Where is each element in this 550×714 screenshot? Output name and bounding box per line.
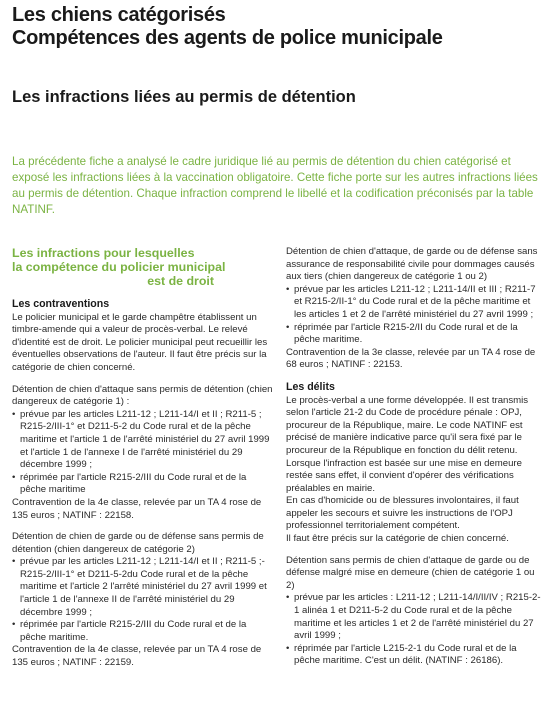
- demeure-infraction: [286, 555, 544, 668]
- cat1-infraction: [12, 384, 274, 523]
- cat2-penalty: Contravention de la 4e classe, relevée par un TA 4 rose de 135 euros ; NATINF : 22159.: [12, 644, 262, 669]
- intro-paragraph: La précédente fiche a analysé le cadre juridique lié au permis de détention du chien catégorisé et exposé les infractions liées à la vaccination obligatoire. Cette fiche porte sur les autres infractions liées au permis de détention. Chaque infraction comprend le libellé et la codification préconisés par la table NATINF.: [12, 155, 538, 216]
- insurance-infraction: [286, 246, 544, 372]
- insurance-penalty: Contravention de la 3e classe, relevée par un TA 4 rose de 68 euros ; NATINF : 22153.: [286, 346, 536, 371]
- delits-paragraph-1: Le procès-verbal a une forme développée. Il est transmis selon l'article 21-2 du Code de procédure pénale : OPJ, procureur de la République, maire. Le code NATINF est précisé de manière indicative parce qu'il sera fixé par le procureur de la République en fonction du délit retenu.: [286, 394, 529, 456]
- list-item: • prévue par les articles L211-12 ; L211-14/I et II ; R211-5 ;- R215-2/III-1° et D211-5-2du Code rural et de la pêche maritime et l'article 2 l'arrêté ministériel du 27 avril 1999 et l'article 1 de l'annexe II de l'arrêté ministériel du 29 décembre 1999 ;: [12, 556, 274, 619]
- demeure-title: Détention sans permis de chien d'attaque de garde ou de défense malgré mise en demeure (chien de catégorie 1 ou 2): [286, 554, 535, 591]
- cat2-list: [12, 556, 274, 644]
- competence-heading-line3: est de droit: [147, 274, 214, 288]
- list-item: • réprimée par l'article L215-2-1 du Code rural et de la pêche maritime. C'est un délit. (NATINF : 26186).: [286, 643, 544, 668]
- competence-heading-line2: la compétence du policier municipal: [12, 260, 226, 274]
- section-title: Les infractions liées au permis de détention: [12, 88, 356, 106]
- list-item: • prévue par les articles : L211-12 ; L211-14/I/II/IV ; R215-2-1 alinéa 1 et D211-5-2 du Code rural et de la pêche maritime et les articles 1 et 2 de l'arrêté ministériel du 27 avril 1999 ;: [286, 592, 544, 642]
- delits-section: [286, 381, 544, 546]
- right-column: [286, 246, 544, 677]
- insurance-title: Détention de chien d'attaque, de garde ou de défense sans assurance de responsabilité civile pour dommages causés aux tiers (chien dangereux de catégorie 1 ou 2): [286, 246, 538, 283]
- page-title: Les chiens catégorisés: [12, 4, 226, 26]
- cat2-infraction: [12, 531, 274, 670]
- delits-paragraph-2: Lorsque l'infraction est basée sur une mise en demeure restée sans effet, il convient d'opérer des vérifications préalables en mairie.: [286, 457, 522, 494]
- list-item: • réprimée par l'article R215-2/III du Code rural et de la pêche maritime: [12, 472, 274, 497]
- page-subtitle: Compétences des agents de police municipale: [12, 27, 443, 49]
- cat1-penalty: Contravention de la 4e classe, relevée par un TA 4 rose de 135 euros ; NATINF : 22158.: [12, 496, 262, 521]
- cat1-list: [12, 409, 274, 497]
- cat1-title: Détention de chien d'attaque sans permis de détention (chien dangereux de catégorie 1) :: [12, 383, 273, 408]
- left-column: [12, 246, 274, 679]
- list-item: • réprimée par l'article R215-2/III du Code rural et de la pêche maritime.: [12, 619, 274, 644]
- cat2-title: Détention de chien de garde ou de défense sans permis de détention (chien dangereux de catégorie 2): [12, 531, 264, 555]
- delits-paragraph-3: En cas d'homicide ou de blessures involontaires, il faut appeler les secours et suivre les instructions de l'OPJ professionnel territorialement compétent.: [286, 495, 519, 532]
- list-item: • prévue par les articles L211-12 ; L211-14/I et II ; R211-5 ; R215-2/III-1° et D211-5-2 du Code rural et de la pêche maritime et l'article 1 de l'arrêté ministériel du 27 avril 1999 et l'article 1 de l'annexe I de l'arrêté ministériel du 29 décembre 1999 ;: [12, 409, 274, 472]
- demeure-list: [286, 592, 544, 668]
- competence-heading: [12, 246, 274, 288]
- list-item: • réprimée par l'article R215-2/II du Code rural et de la pêche maritime.: [286, 322, 544, 347]
- contraventions-heading: Les contraventions: [12, 298, 110, 310]
- competence-heading-line1: Les infractions pour lesquelles: [12, 246, 195, 260]
- list-item: • prévue par les articles L211-12 ; L211-14/II et III ; R211-7 et R215-2/II-1° du Code rural et de la pêche maritime et les articles 1 et 2 de l'arrêté ministériel du 27 avril 1999 ;: [286, 284, 544, 322]
- insurance-list: [286, 284, 544, 347]
- delits-heading: Les délits: [286, 380, 335, 393]
- contraventions-section: [12, 298, 274, 375]
- delits-paragraph-4: Il faut être précis sur la catégorie de chien concerné.: [286, 533, 509, 545]
- contraventions-text: Le policier municipal et le garde champêtre établissent un timbre-amende qui a valeur de procès-verbal. Le relevé d'identité est de droit. Le policier municipal peut recueillir les éventuelles observations de l'auteur. Il faut être précis sur la catégorie de chien concerné.: [12, 311, 268, 373]
